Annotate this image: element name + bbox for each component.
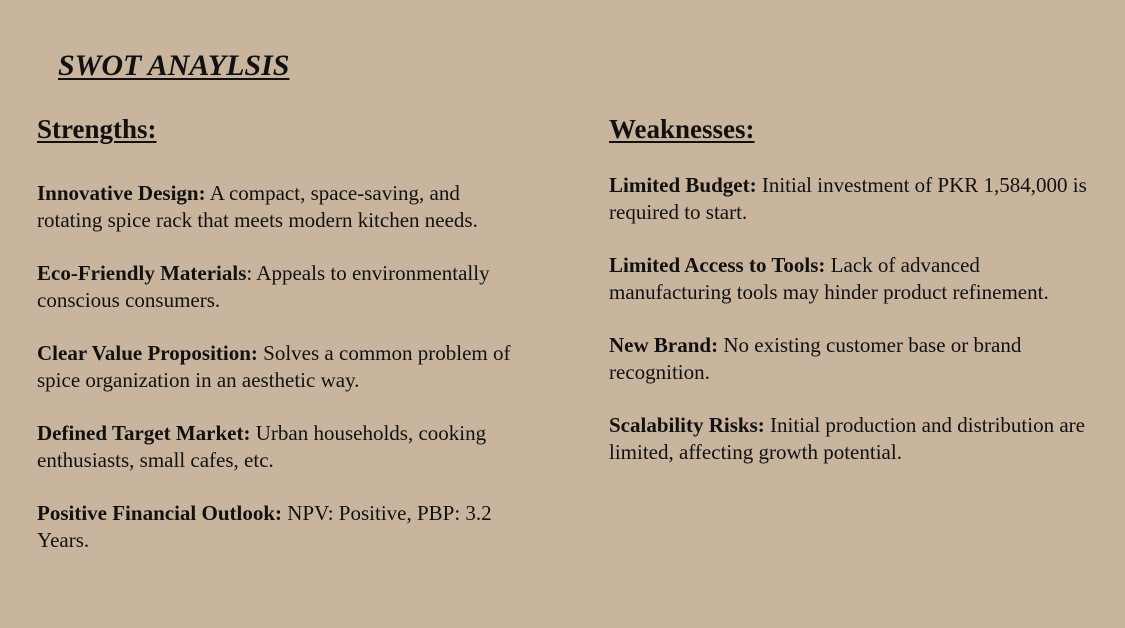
weakness-item-text: Initial production and distribution are limited, affecting growth potential. <box>609 413 1085 464</box>
weakness-item-label: Scalability Risks: <box>609 413 765 437</box>
strength-item-text: NPV: Positive, PBP: 3.2 Years. <box>37 501 492 552</box>
strength-item-label: Innovative Design: <box>37 181 206 205</box>
weakness-item <box>609 332 1104 386</box>
strengths-section <box>37 112 527 580</box>
strength-item <box>37 420 527 474</box>
page-title: SWOT ANAYLSIS <box>58 49 290 82</box>
weakness-item-label: Limited Budget: <box>609 173 757 197</box>
weaknesses-list <box>609 172 1104 466</box>
weakness-item-label: Limited Access to Tools: <box>609 253 826 277</box>
strength-item <box>37 180 527 234</box>
strength-item-text: Solves a common problem of spice organization in an aesthetic way. <box>37 341 511 392</box>
weaknesses-heading: Weaknesses: <box>609 114 755 144</box>
strength-item <box>37 260 527 314</box>
weakness-item <box>609 412 1104 466</box>
weakness-item-text: Lack of advanced manufacturing tools may hinder product refinement. <box>609 253 1049 304</box>
weakness-item-text: No existing customer base or brand recognition. <box>609 333 1022 384</box>
strength-item-text: Urban households, cooking enthusiasts, small cafes, etc. <box>37 421 487 472</box>
strengths-heading: Strengths: <box>37 114 157 144</box>
strength-item <box>37 500 527 554</box>
weakness-item-text: Initial investment of PKR 1,584,000 is required to start. <box>609 173 1087 224</box>
strength-item-label: Defined Target Market: <box>37 421 251 445</box>
weakness-item <box>609 172 1104 226</box>
strength-item-label: Eco-Friendly Materials <box>37 261 247 285</box>
weakness-item <box>609 252 1104 306</box>
strength-item-label: Positive Financial Outlook: <box>37 501 283 525</box>
weaknesses-section <box>609 112 1104 492</box>
weakness-item-label: New Brand: <box>609 333 719 357</box>
strength-item-label: Clear Value Proposition: <box>37 341 258 365</box>
strengths-list <box>37 180 527 554</box>
strength-item-text: : Appeals to environmentally conscious consumers. <box>37 261 490 312</box>
strength-item <box>37 340 527 394</box>
strength-item-text: A compact, space-saving, and rotating spice rack that meets modern kitchen needs. <box>37 181 478 232</box>
